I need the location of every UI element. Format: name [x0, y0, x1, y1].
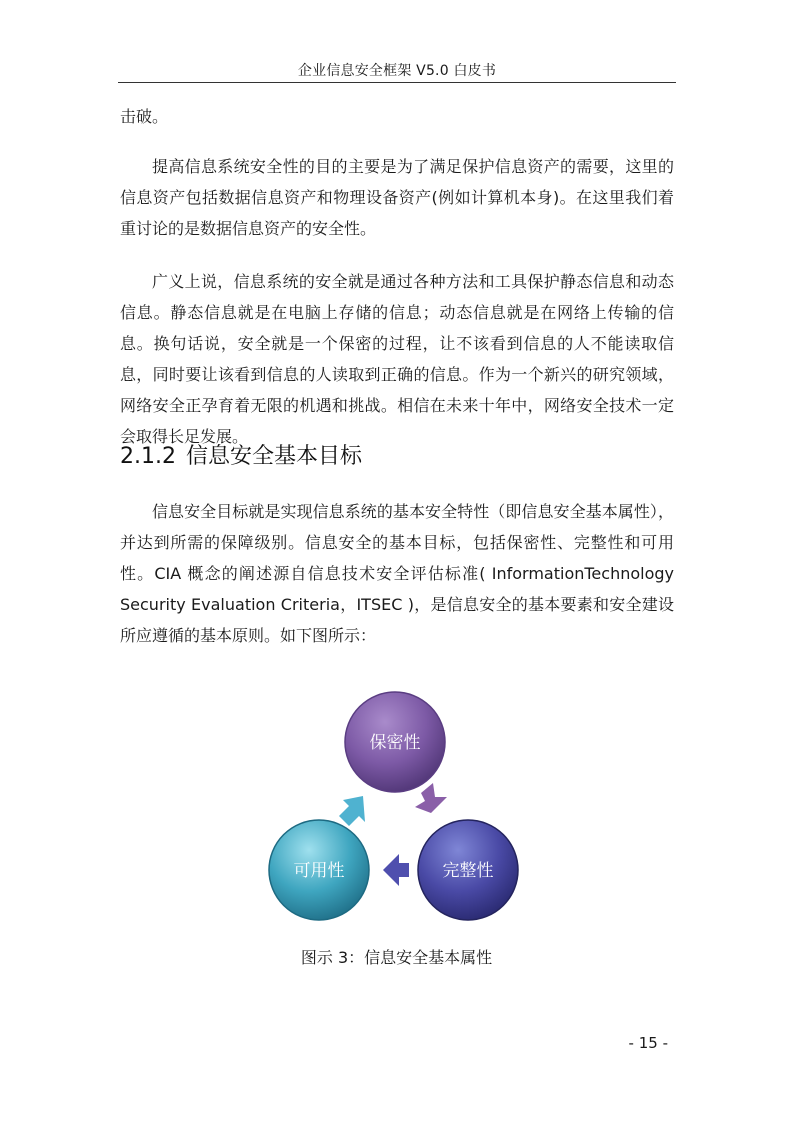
arrow-integrity-to-availability: [383, 854, 409, 886]
page-number: - 15 -: [628, 1034, 668, 1052]
section-heading: [120, 440, 362, 474]
header-rule: [118, 82, 676, 83]
paragraph-1: 提高信息系统安全性的目的主要是为了满足保护信息资产的需要，这里的信息资产包括数据信息资产和物理设备资产(例如计算机本身)。在这里我们着重讨论的是数据信息资产的安全性。: [120, 157, 674, 238]
figure-caption: 图示 3：信息安全基本属性: [300, 948, 493, 967]
arrow-confidentiality-to-integrity: [415, 783, 447, 813]
node-availability-label: 可用性: [293, 861, 345, 881]
node-integrity: [418, 820, 518, 920]
section-title: 信息安全基本目标: [185, 444, 362, 469]
node-confidentiality-label: 保密性: [369, 733, 421, 753]
paragraph-2: 广义上说，信息系统的安全就是通过各种方法和工具保护静态信息和动态信息。静态信息就是在电脑上存储的信息；动态信息就是在网络上传输的信息。换句话说，安全就是一个保密的过程，让不该看到信息的人不能读取信息，同时要让该看到信息的人读取到正确的信息。作为一个新兴的研究领域，网络安全正孕育着无限的机遇和挑战。相信在未来十年中，网络安全技术一定会取得长足发展。: [120, 272, 674, 446]
cia-diagram: [255, 680, 535, 935]
node-confidentiality: [345, 692, 445, 792]
paragraph-continued: 击破。: [120, 107, 169, 126]
running-header: 企业信息安全框架 V5.0 白皮书: [297, 63, 497, 79]
node-integrity-label: 完整性: [442, 861, 494, 881]
arrow-availability-to-confidentiality: [339, 796, 365, 826]
node-availability: [269, 820, 369, 920]
paragraph-3: 信息安全目标就是实现信息系统的基本安全特性（即信息安全基本属性），并达到所需的保障级别。信息安全的基本目标，包括保密性、完整性和可用性。CIA 概念的阐述源自信息技术安全评估标准( InformationTechnology Security Evaluation Criteria，ITSEC )，是信息安全的基本要素和安全建设所应遵循的基本原则。如下图所示：: [120, 502, 674, 645]
section-number: 2.1.2: [120, 444, 176, 469]
